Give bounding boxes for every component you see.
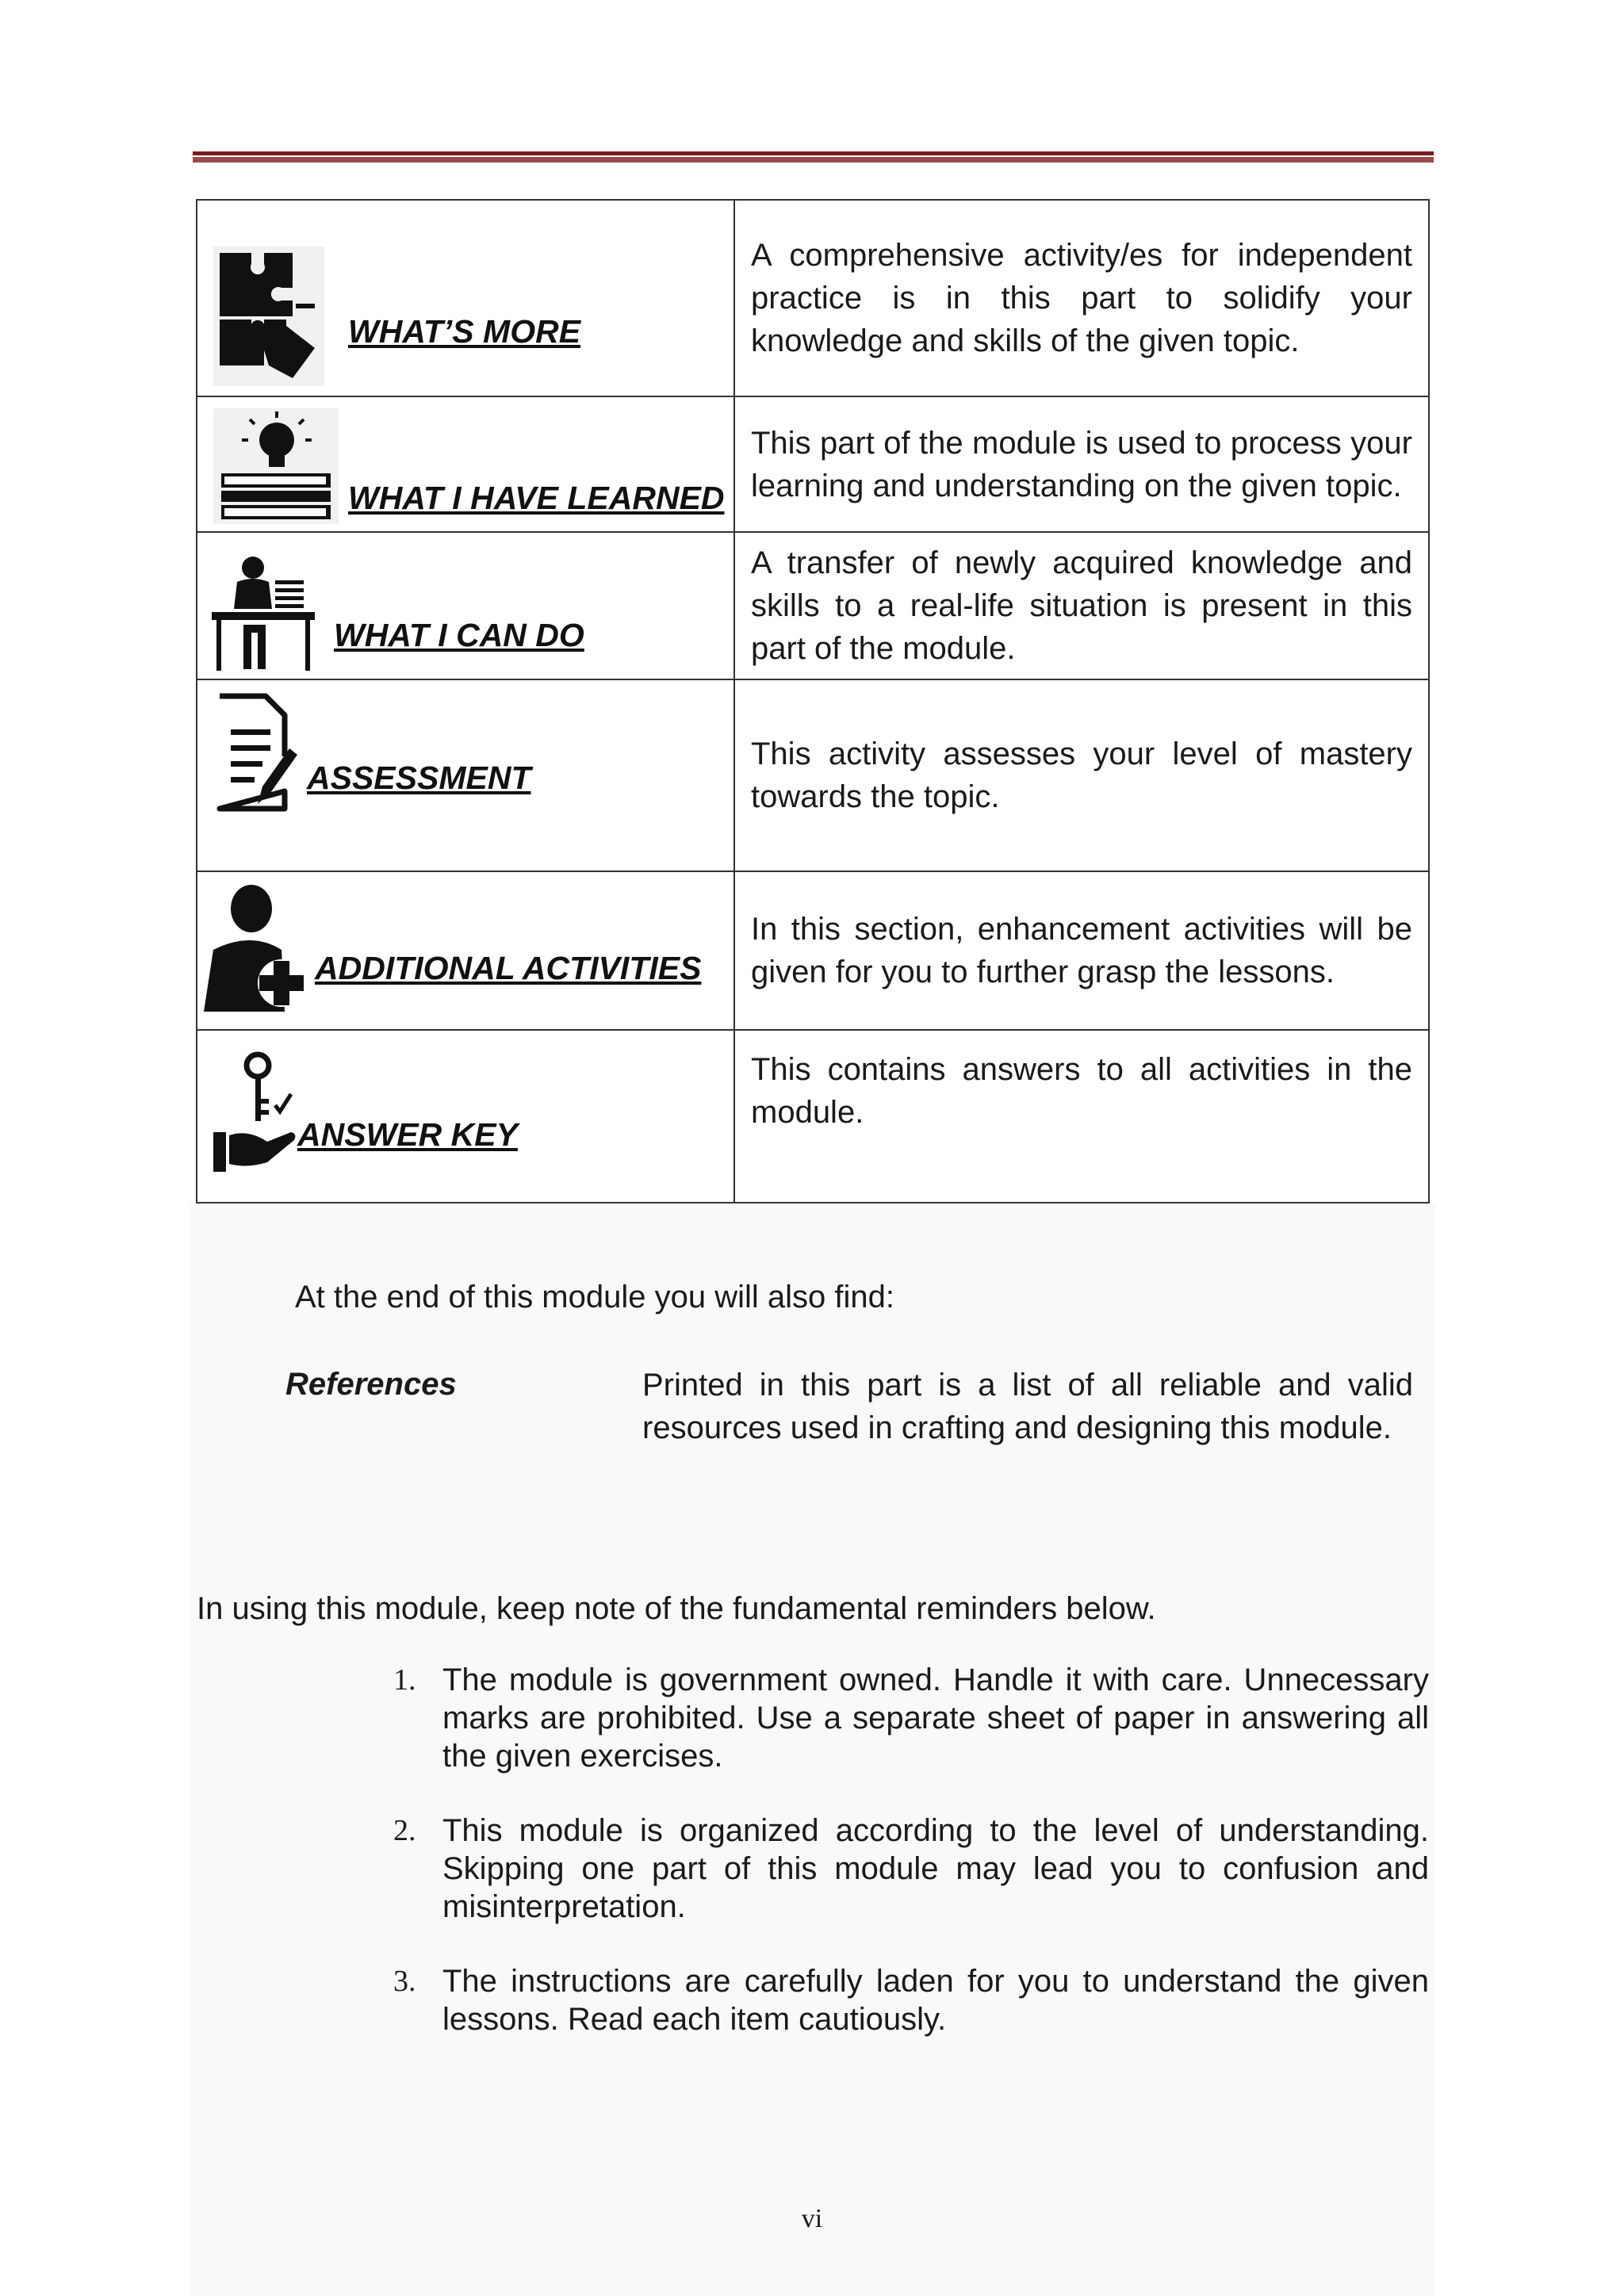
lightbulb-books-icon [213, 408, 339, 524]
section-label: ASSESSMENT [307, 760, 531, 796]
end-section-intro: At the end of this module you will also find: [295, 1280, 894, 1314]
list-number: 3. [393, 1965, 416, 1998]
list-text: The instructions are carefully laden for you to understand the given lessons. Read each item cautiously. [442, 1964, 1429, 2037]
list-item [373, 1661, 1429, 1775]
section-cell [197, 1030, 734, 1203]
table-row [197, 396, 1429, 532]
table-row [197, 679, 1429, 871]
section-cell [197, 200, 734, 396]
section-label: WHAT I HAVE LEARNED [348, 480, 725, 516]
person-add-icon [202, 885, 310, 1015]
section-label: WHAT I CAN DO [334, 617, 584, 653]
student-desk-icon [212, 553, 315, 672]
section-cell [197, 532, 734, 679]
reminders-list [373, 1661, 1429, 2075]
section-cell [197, 679, 734, 871]
module-guide-table [196, 199, 1430, 1203]
page-number: vi [801, 2204, 823, 2233]
references-description: Printed in this part is a list of all reliable and valid resources used in crafting and designing this module. [642, 1368, 1413, 1445]
table-row [197, 532, 1429, 679]
section-label: WHAT’S MORE [348, 313, 581, 350]
table-row [197, 1030, 1429, 1203]
section-description: This part of the module is used to process your learning and understanding on the given topic. [734, 396, 1429, 532]
section-description: A transfer of newly acquired knowledge and skills to a real-life situation is present in this part of the module. [734, 532, 1429, 679]
table-row [197, 871, 1429, 1030]
puzzle-icon [213, 247, 324, 386]
references-term: References [285, 1367, 457, 1402]
section-description: In this section, enhancement activities will be given for you to further grasp the lessons. [734, 871, 1429, 1030]
section-cell [197, 871, 734, 1030]
list-text: The module is government owned. Handle it with care. Unnecessary marks are prohibited. Use a separate sheet of paper in answering all the given exercises. [442, 1663, 1429, 1774]
section-label: ADDITIONAL ACTIVITIES [315, 950, 702, 986]
table-row [197, 200, 1429, 396]
section-description: This contains answers to all activities in the module. [734, 1030, 1429, 1203]
list-item [373, 1962, 1429, 2038]
list-number: 1. [393, 1663, 416, 1697]
header-rule [193, 151, 1434, 163]
section-description: This activity assesses your level of mastery towards the topic. [734, 679, 1429, 871]
key-hand-icon [212, 1050, 299, 1177]
section-cell [197, 396, 734, 532]
list-text: This module is organized according to the level of understanding. Skipping one part of this module may lead you to confusion and misinterpretation. [442, 1813, 1429, 1924]
section-label: ANSWER KEY [297, 1116, 518, 1153]
section-description: A comprehensive activity/es for independent practice is in this part to solidify your knowledge and skills of the given topic. [734, 200, 1429, 396]
document-pen-icon [213, 693, 299, 812]
list-number: 2. [393, 1814, 416, 1847]
list-item [373, 1812, 1429, 1926]
reminders-intro: In using this module, keep note of the fundamental reminders below. [197, 1591, 1156, 1626]
